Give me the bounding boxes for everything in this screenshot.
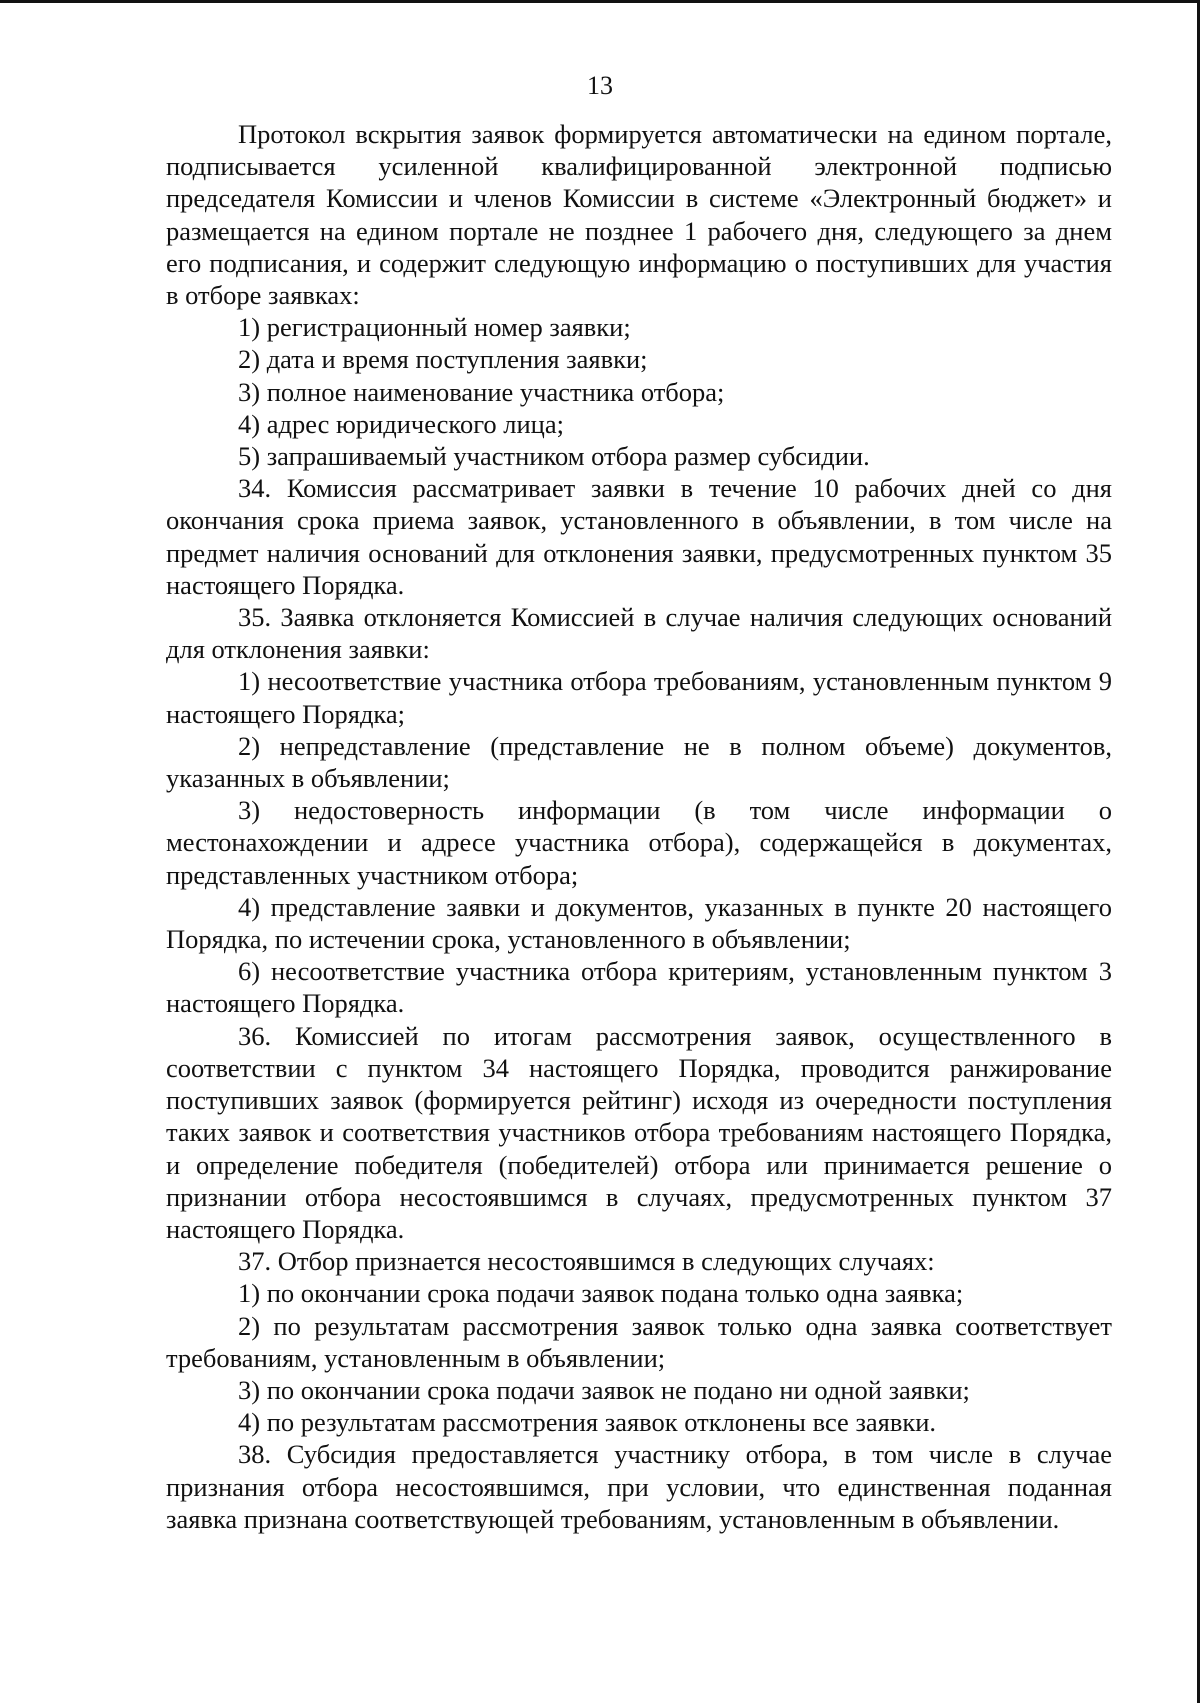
list-item: 3) полное наименование участника отбора; [238, 376, 725, 407]
clause-38: 38. Субсидия предоставляется участнику отбора, в том числе в случае признания отбора несостоявшимся, при условии, что единственная поданная заявка признана соответствующей требованиям, установленным в объявлении. [166, 1439, 1112, 1534]
list-item: 3) по окончании срока подачи заявок не подано ни одной заявки; [238, 1374, 970, 1405]
list-item: 2) по результатам рассмотрения заявок только одна заявка соответствует требованиям, установленным в объявлении; [166, 1310, 1112, 1373]
clause-35: 35. Заявка отклоняется Комиссией в случае наличия следующих оснований для отклонения заявки: [166, 602, 1112, 665]
list-item: 6) несоответствие участника отбора критериям, установленным пунктом 3 настоящего Порядка. [166, 956, 1112, 1019]
list-item: 1) по окончании срока подачи заявок подана только одна заявка; [238, 1278, 964, 1309]
list-item: 2) дата и время поступления заявки; [238, 344, 648, 375]
list-item: 1) несоответствие участника отбора требованиям, установленным пунктом 9 настоящего Порядка; [166, 666, 1112, 729]
clause-37: 37. Отбор признается несостоявшимся в следующих случаях: [238, 1246, 935, 1277]
document-body [166, 118, 1112, 1535]
list-item: 1) регистрационный номер заявки; [238, 312, 631, 343]
list-item: 4) представление заявки и документов, указанных в пункте 20 настоящего Порядка, по истечении срока, установленного в объявлении; [166, 891, 1112, 955]
paragraph-protocol: Протокол вскрытия заявок формируется автоматически на едином портале, подписывается усиленной квалифицированной электронной подписью председателя Комиссии и членов Комиссии в системе «Электронный бюджет» и размещается на едином портале не позднее 1 рабочего дня, следующего за днем его подписания, и содержит следующую информацию о поступивших для участия в отборе заявках: [166, 119, 1112, 311]
list-item: 2) непредставление (представление не в полном объеме) документов, указанных в объявлении; [166, 730, 1112, 794]
list-item: 5) запрашиваемый участником отбора размер субсидии. [238, 441, 870, 472]
list-item: 4) адрес юридического лица; [238, 408, 564, 439]
list-item: 4) по результатам рассмотрения заявок отклонены все заявки. [238, 1407, 937, 1438]
clause-36: 36. Комиссией по итогам рассмотрения заявок, осуществленного в соответствии с пунктом 34 настоящего Порядка, проводится ранжирование поступивших заявок (формируется рейтинг) исходя из очередности поступления таких заявок и соответствия участников отбора требованиям настоящего Порядка, и определение победителя (победителей) отбора или принимается решение о признании отбора несостоявшимся в случаях, предусмотренных пунктом 37 настоящего Порядка. [166, 1020, 1112, 1244]
list-item: 3) недостоверность информации (в том числе информации о местонахождении и адресе участника отбора), содержащейся в документах, представленных участником отбора; [166, 795, 1112, 890]
page-number: 13 [587, 71, 613, 100]
clause-34: 34. Комиссия рассматривает заявки в течение 10 рабочих дней со дня окончания срока приема заявок, установленного в объявлении, в том числе на предмет наличия оснований для отклонения заявки, предусмотренных пунктом 35 настоящего Порядка. [166, 473, 1112, 600]
page-edge-top [0, 0, 1200, 3]
